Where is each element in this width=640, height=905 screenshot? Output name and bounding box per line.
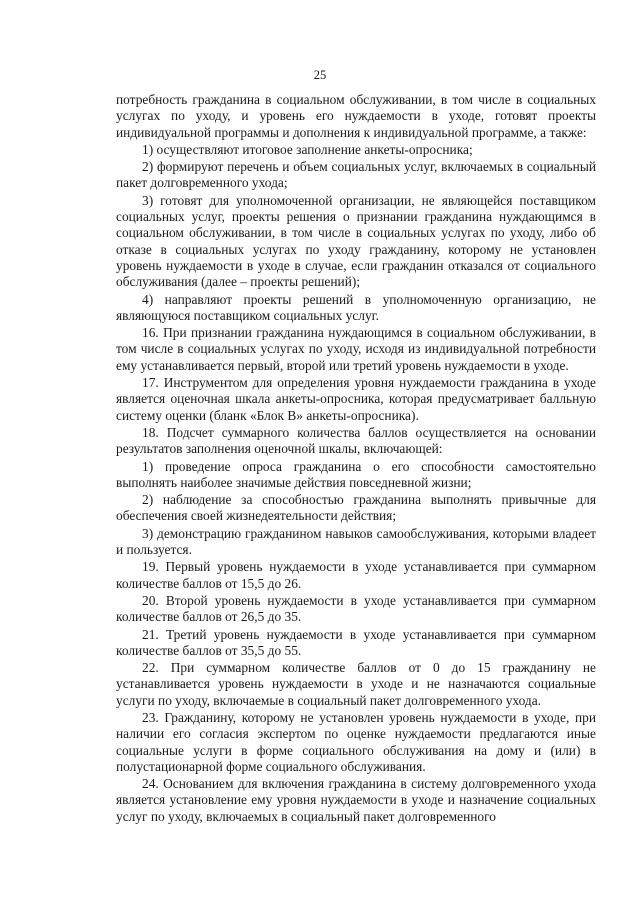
clause-19: 19. Первый уровень нуждаемости в уходе устанавливается при суммарном количестве баллов от 15,5 до 26. bbox=[116, 559, 596, 591]
clause-21: 21. Третий уровень нуждаемости в уходе устанавливается при суммарном количестве баллов от 35,5 до 55. bbox=[116, 626, 596, 658]
clause-17: 17. Инструментом для определения уровня нуждаемости гражданина в уходе является оценочная шкала анкеты-опросника, которая предусматривает балльную систему оценки (бланк «Блок В» анкеты-опросника). bbox=[116, 375, 596, 423]
clause-22: 22. При суммарном количестве баллов от 0 до 15 гражданину не устанавливается уровень нуждаемости в уходе и не назначаются социальные услуги по уходу, включаемые в социальный пакет долговременного ухода. bbox=[116, 660, 596, 708]
clause-18: 18. Подсчет суммарного количества баллов осуществляется на основании результатов заполнения оценочной шкалы, включающей: bbox=[116, 424, 596, 457]
clause-16: 16. При признании гражданина нуждающимся в социальном обслуживании, в том числе в социальных услугах по уходу, исходя из индивидуальной потребности ему устанавливается первый, второй или третий уровень нуждаемости в уходе. bbox=[116, 325, 596, 373]
list-item-2: 2) формируют перечень и объем социальных услуг, включаемых в социальный пакет долговременного ухода; bbox=[116, 159, 596, 191]
clause-18-item-3: 3) демонстрацию гражданином навыков самообслуживания, которыми владеет и пользуется. bbox=[116, 525, 596, 558]
clause-23: 23. Гражданину, которому не установлен уровень нуждаемости в уходе, при наличии его согласия экспертом по оценке нуждаемости предлагаются иные социальные услуги в форме социального обслуживания на дому и (или) в полустационарной форме социального обслуживания. bbox=[116, 709, 596, 774]
clause-18-item-1: 1) проведение опроса гражданина о его способности самостоятельно выполнять наиболее значимые действия повседневной жизни; bbox=[116, 458, 596, 490]
paragraph-continuation: потребность гражданина в социальном обслуживании, в том числе в социальных услугах по уходу, и уровень его нуждаемости в уходе, готовят проекты индивидуальной программы и дополнения к индивидуальной программе, а также: bbox=[116, 92, 596, 140]
clause-18-item-2: 2) наблюдение за способностью гражданина выполнять привычные для обеспечения своей жизнедеятельности действия; bbox=[116, 492, 596, 524]
list-item-1: 1) осуществляют итоговое заполнение анкеты-опросника; bbox=[142, 141, 473, 157]
list-item-4: 4) направляют проекты решений в уполномоченную организацию, не являющуюся поставщиком социальных услуг. bbox=[116, 291, 596, 323]
list-item-3: 3) готовят для уполномоченной организации, не являющейся поставщиком социальных услуг, проекты решения о признании гражданина нуждающимся в социальном обслуживании, в том числе в социальных услугах по уходу, либо об отказе в социальных услугах по уходу гражданину, которому не установлен уровень нуждаемости в уходе в случае, если гражданин отказался от социального обслуживания (далее – проекты решений); bbox=[116, 192, 596, 290]
page-number: 25 bbox=[313, 68, 327, 82]
clause-20: 20. Второй уровень нуждаемости в уходе устанавливается при суммарном количестве баллов от 26,5 до 35. bbox=[116, 592, 596, 625]
document-body bbox=[116, 92, 596, 825]
clause-24: 24. Основанием для включения гражданина в систему долговременного ухода является установление ему уровня нуждаемости в уходе и назначение социальных услуг по уходу, включаемых в социальный пакет долговременного bbox=[116, 776, 596, 824]
